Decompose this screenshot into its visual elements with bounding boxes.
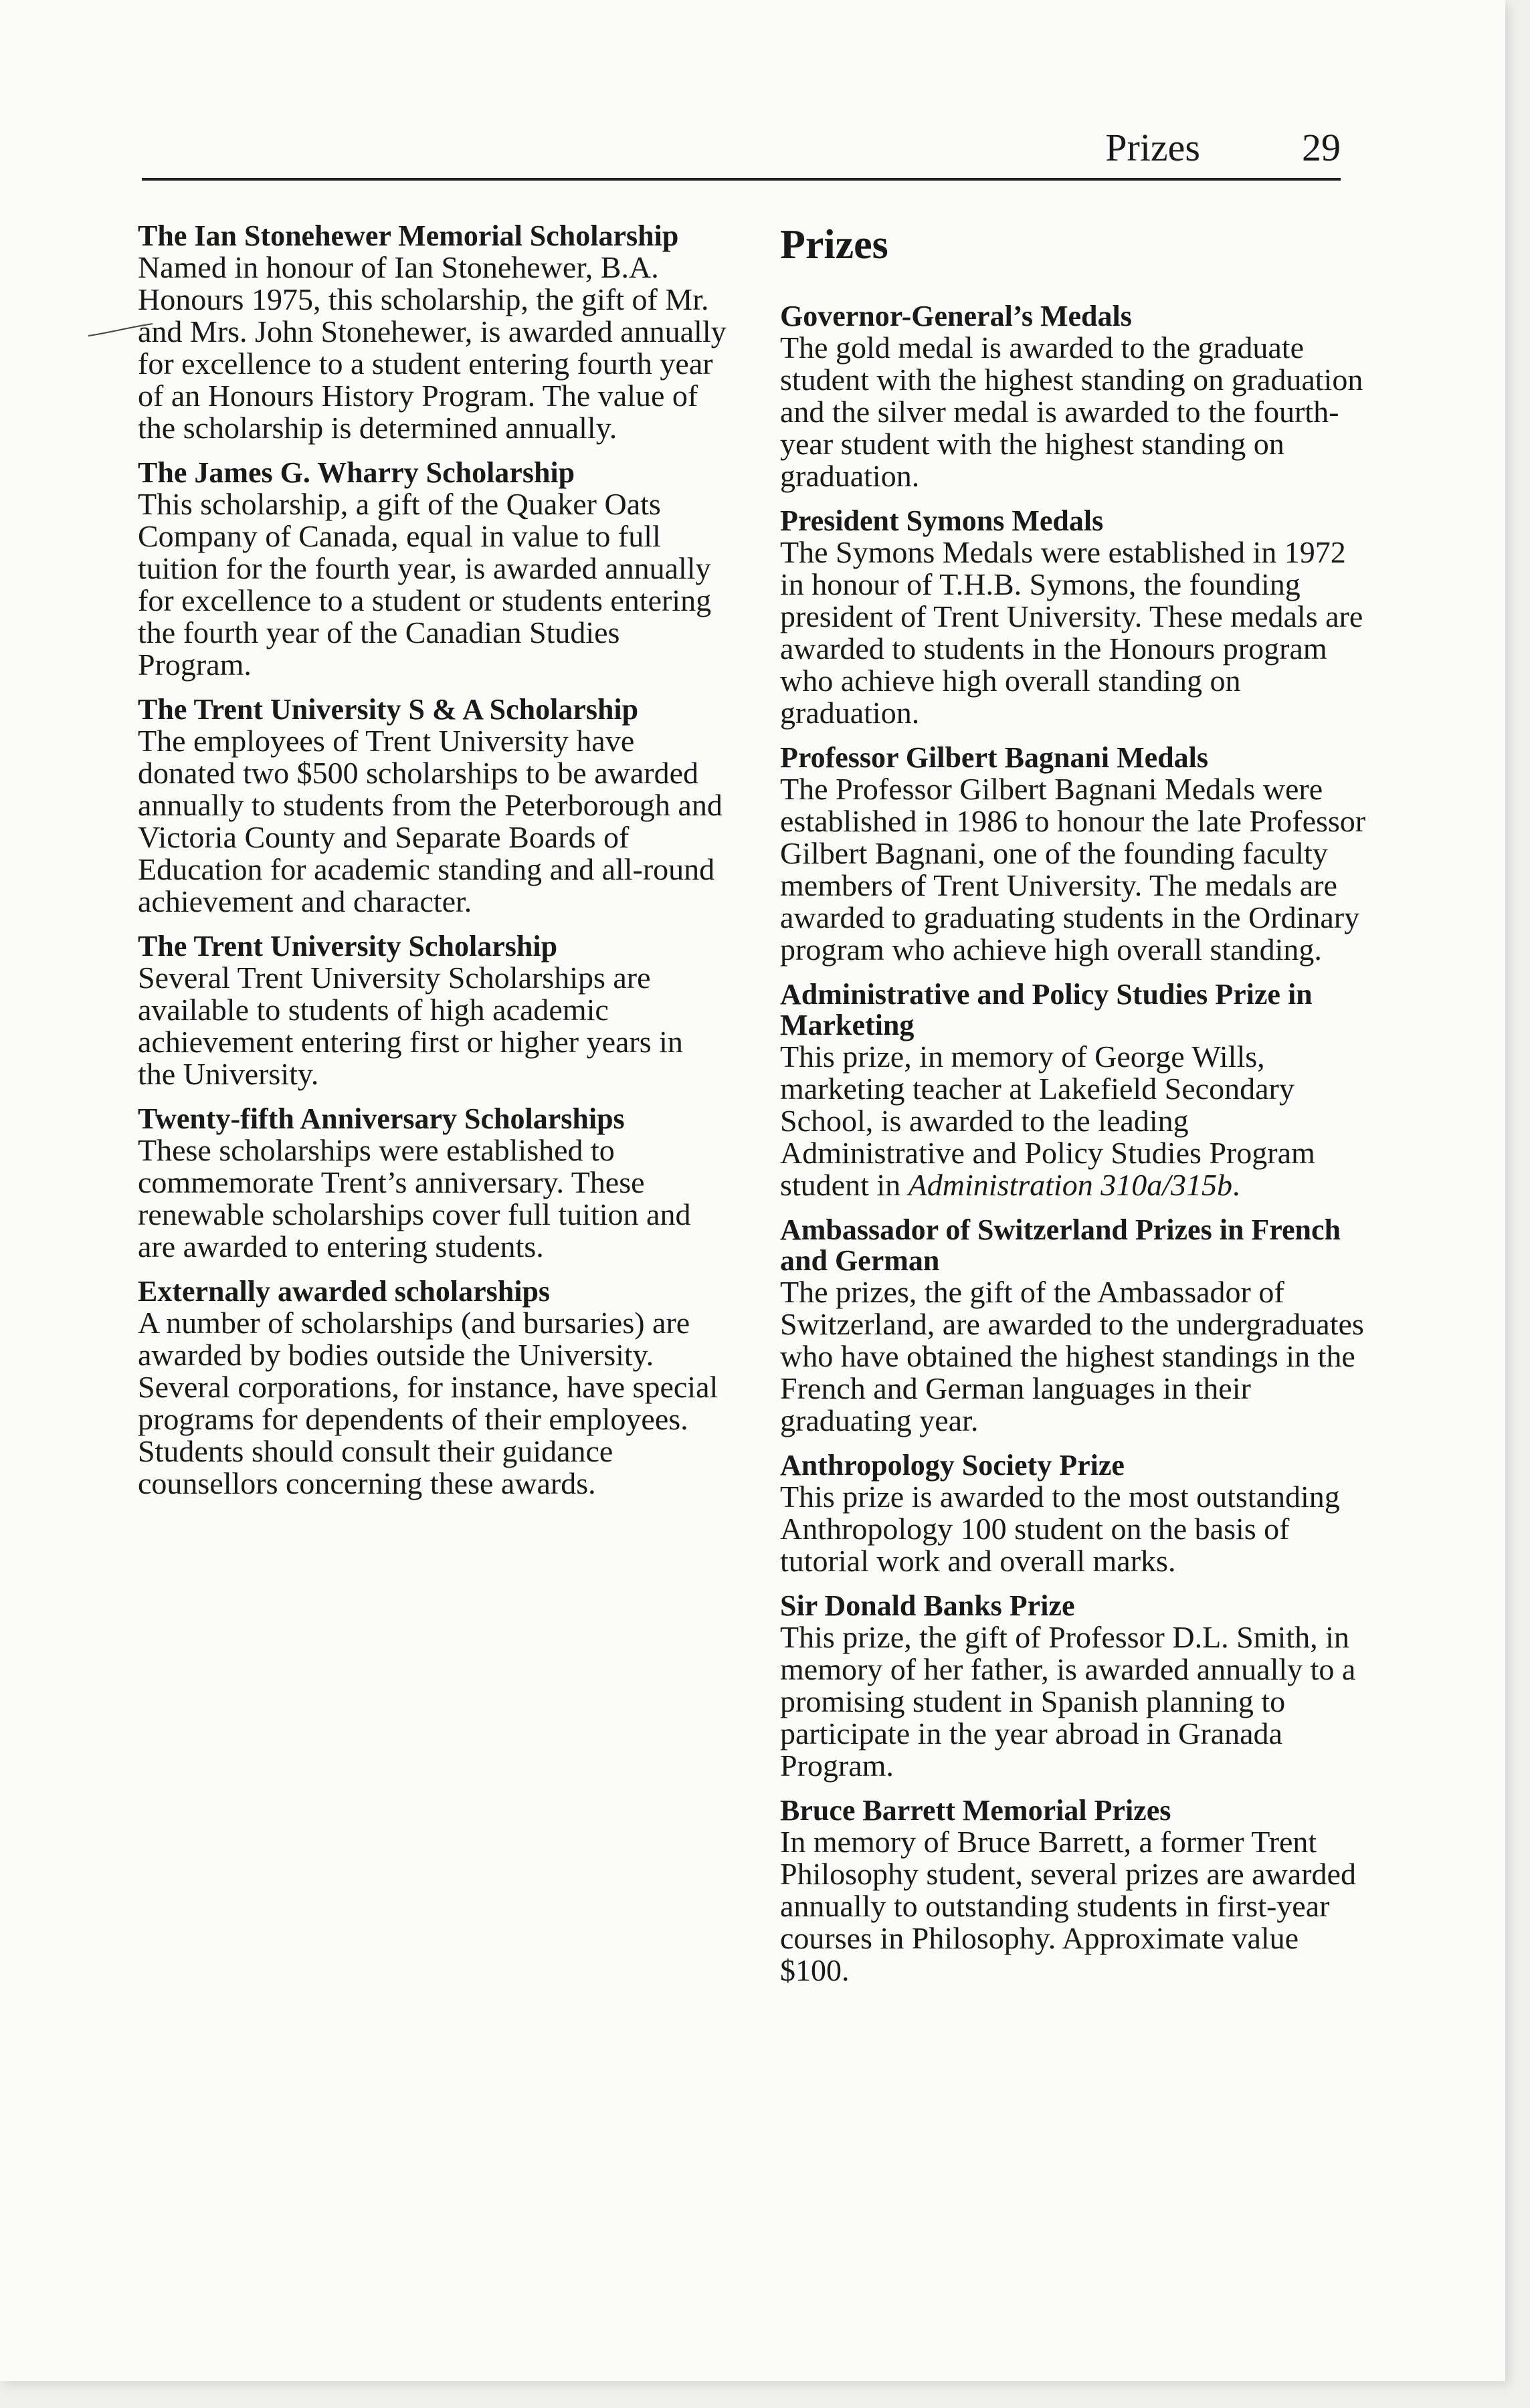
entry <box>138 458 727 681</box>
entry-title: Sir Donald Banks Prize <box>780 1589 1075 1622</box>
entry-title: Externally awarded scholarships <box>138 1275 551 1308</box>
course-code: Administration 310a/315b <box>908 1168 1232 1202</box>
entry <box>138 221 727 444</box>
entry-title: Governor-General’s Medals <box>780 300 1132 332</box>
entry-body <box>780 1041 1369 1201</box>
entry <box>138 1276 727 1500</box>
entry-body: The gold medal is awarded to the graduate student with the highest standing on graduation and the silver medal is awarded to the fourth-year student with the highest standing on graduation. <box>780 330 1363 493</box>
entry <box>780 742 1369 966</box>
entry <box>780 1450 1369 1577</box>
entry-title: Twenty-fifth Anniversary Scholarships <box>138 1102 625 1135</box>
entry-title: Bruce Barrett Memorial Prizes <box>780 1794 1171 1827</box>
entry-title: The Ian Stonehewer Memorial Scholarship <box>138 219 679 252</box>
entry-body: Several Trent University Scholarships are available to students of high academic achievement entering first or higher years in the University. <box>138 961 683 1091</box>
entry-body: This scholarship, a gift of the Quaker Oats Company of Canada, equal in value to full tuition for the fourth year, is awarded annually for excellence to a student or students entering the fourth year of the Canadian Studies Program. <box>138 487 712 682</box>
entry <box>780 1591 1369 1782</box>
entry <box>138 931 727 1090</box>
running-head <box>142 120 1341 181</box>
entry-title: Anthropology Society Prize <box>780 1449 1125 1482</box>
entry-title: The James G. Wharry Scholarship <box>138 456 575 489</box>
entry-body: This prize is awarded to the most outstanding Anthropology 100 student on the basis of tutorial work and overall marks. <box>780 1480 1340 1578</box>
entry-title: The Trent University Scholarship <box>138 930 558 963</box>
entry <box>780 301 1369 492</box>
entry-body: The Symons Medals were established in 1972 in honour of T.H.B. Symons, the founding president of Trent University. These medals are awarded to students in the Honours program who achieve high overall standing on graduation. <box>780 535 1363 730</box>
entry-title: Professor Gilbert Bagnani Medals <box>780 741 1209 774</box>
entry-title: The Trent University S & A Scholarship <box>138 693 639 726</box>
entry-body: In memory of Bruce Barrett, a former Trent Philosophy student, several prizes are awarded annually to outstanding students in first-year courses in Philosophy. Approximate value $100. <box>780 1825 1356 1987</box>
entry-body: These scholarships were established to commemorate Trent’s anniversary. These renewable scholarships cover full tuition and are awarded to entering students. <box>138 1133 691 1264</box>
entry-body: The employees of Trent University have donated two $500 scholarships to be awarded annually to students from the Peterborough and Victoria County and Separate Boards of Education for academic standing and all-round achievement and character. <box>138 724 723 918</box>
left-column <box>138 221 727 1513</box>
entry-title: Administrative and Policy Studies Prize in Marketing <box>780 978 1313 1041</box>
page-number: 29 <box>1302 126 1341 169</box>
entry-body-end: . <box>1232 1168 1240 1202</box>
section-heading: Prizes <box>780 222 888 268</box>
entry <box>138 694 727 918</box>
entry-body: The Professor Gilbert Bagnani Medals were established in 1986 to honour the late Professor Gilbert Bagnani, one of the founding faculty members of Trent University. The medals are awarded to graduating students in the Ordinary program who achieve high overall standing. <box>780 772 1366 967</box>
entry-body: The prizes, the gift of the Ambassador of Switzerland, are awarded to the undergraduates who have obtained the highest standings in the French and German languages in their graduating year. <box>780 1275 1364 1437</box>
entry-title: President Symons Medals <box>780 504 1104 537</box>
entry <box>780 1795 1369 1987</box>
entry <box>780 1215 1369 1437</box>
running-head-section: Prizes <box>1105 126 1200 169</box>
right-column <box>780 221 1369 2000</box>
entry-body: Named in honour of Ian Stonehewer, B.A. Honours 1975, this scholarship, the gift of Mr. and Mrs. John Stonehewer, is awarded annually for excellence to a student entering fourth year of an Honours History Program. The value of the scholarship is determined annually. <box>138 250 727 445</box>
entry <box>138 1104 727 1263</box>
entry <box>780 979 1369 1201</box>
entry-body: A number of scholarships (and bursaries) are awarded by bodies outside the University. Several corporations, for instance, have special programs for dependents of their employees. Students should consult their guidance counsellors concerning these awards. <box>138 1306 719 1500</box>
entry-body-text: This prize, in memory of George Wills, marketing teacher at Lakefield Secondary School, is awarded to the leading Administrative and Policy Studies Program student in <box>780 1039 1315 1202</box>
entry-title: Ambassador of Switzerland Prizes in French and German <box>780 1213 1341 1277</box>
entry <box>780 506 1369 729</box>
entry-body: This prize, the gift of Professor D.L. Smith, in memory of her father, is awarded annually to a promising student in Spanish planning to participate in the year abroad in Granada Program. <box>780 1620 1356 1783</box>
